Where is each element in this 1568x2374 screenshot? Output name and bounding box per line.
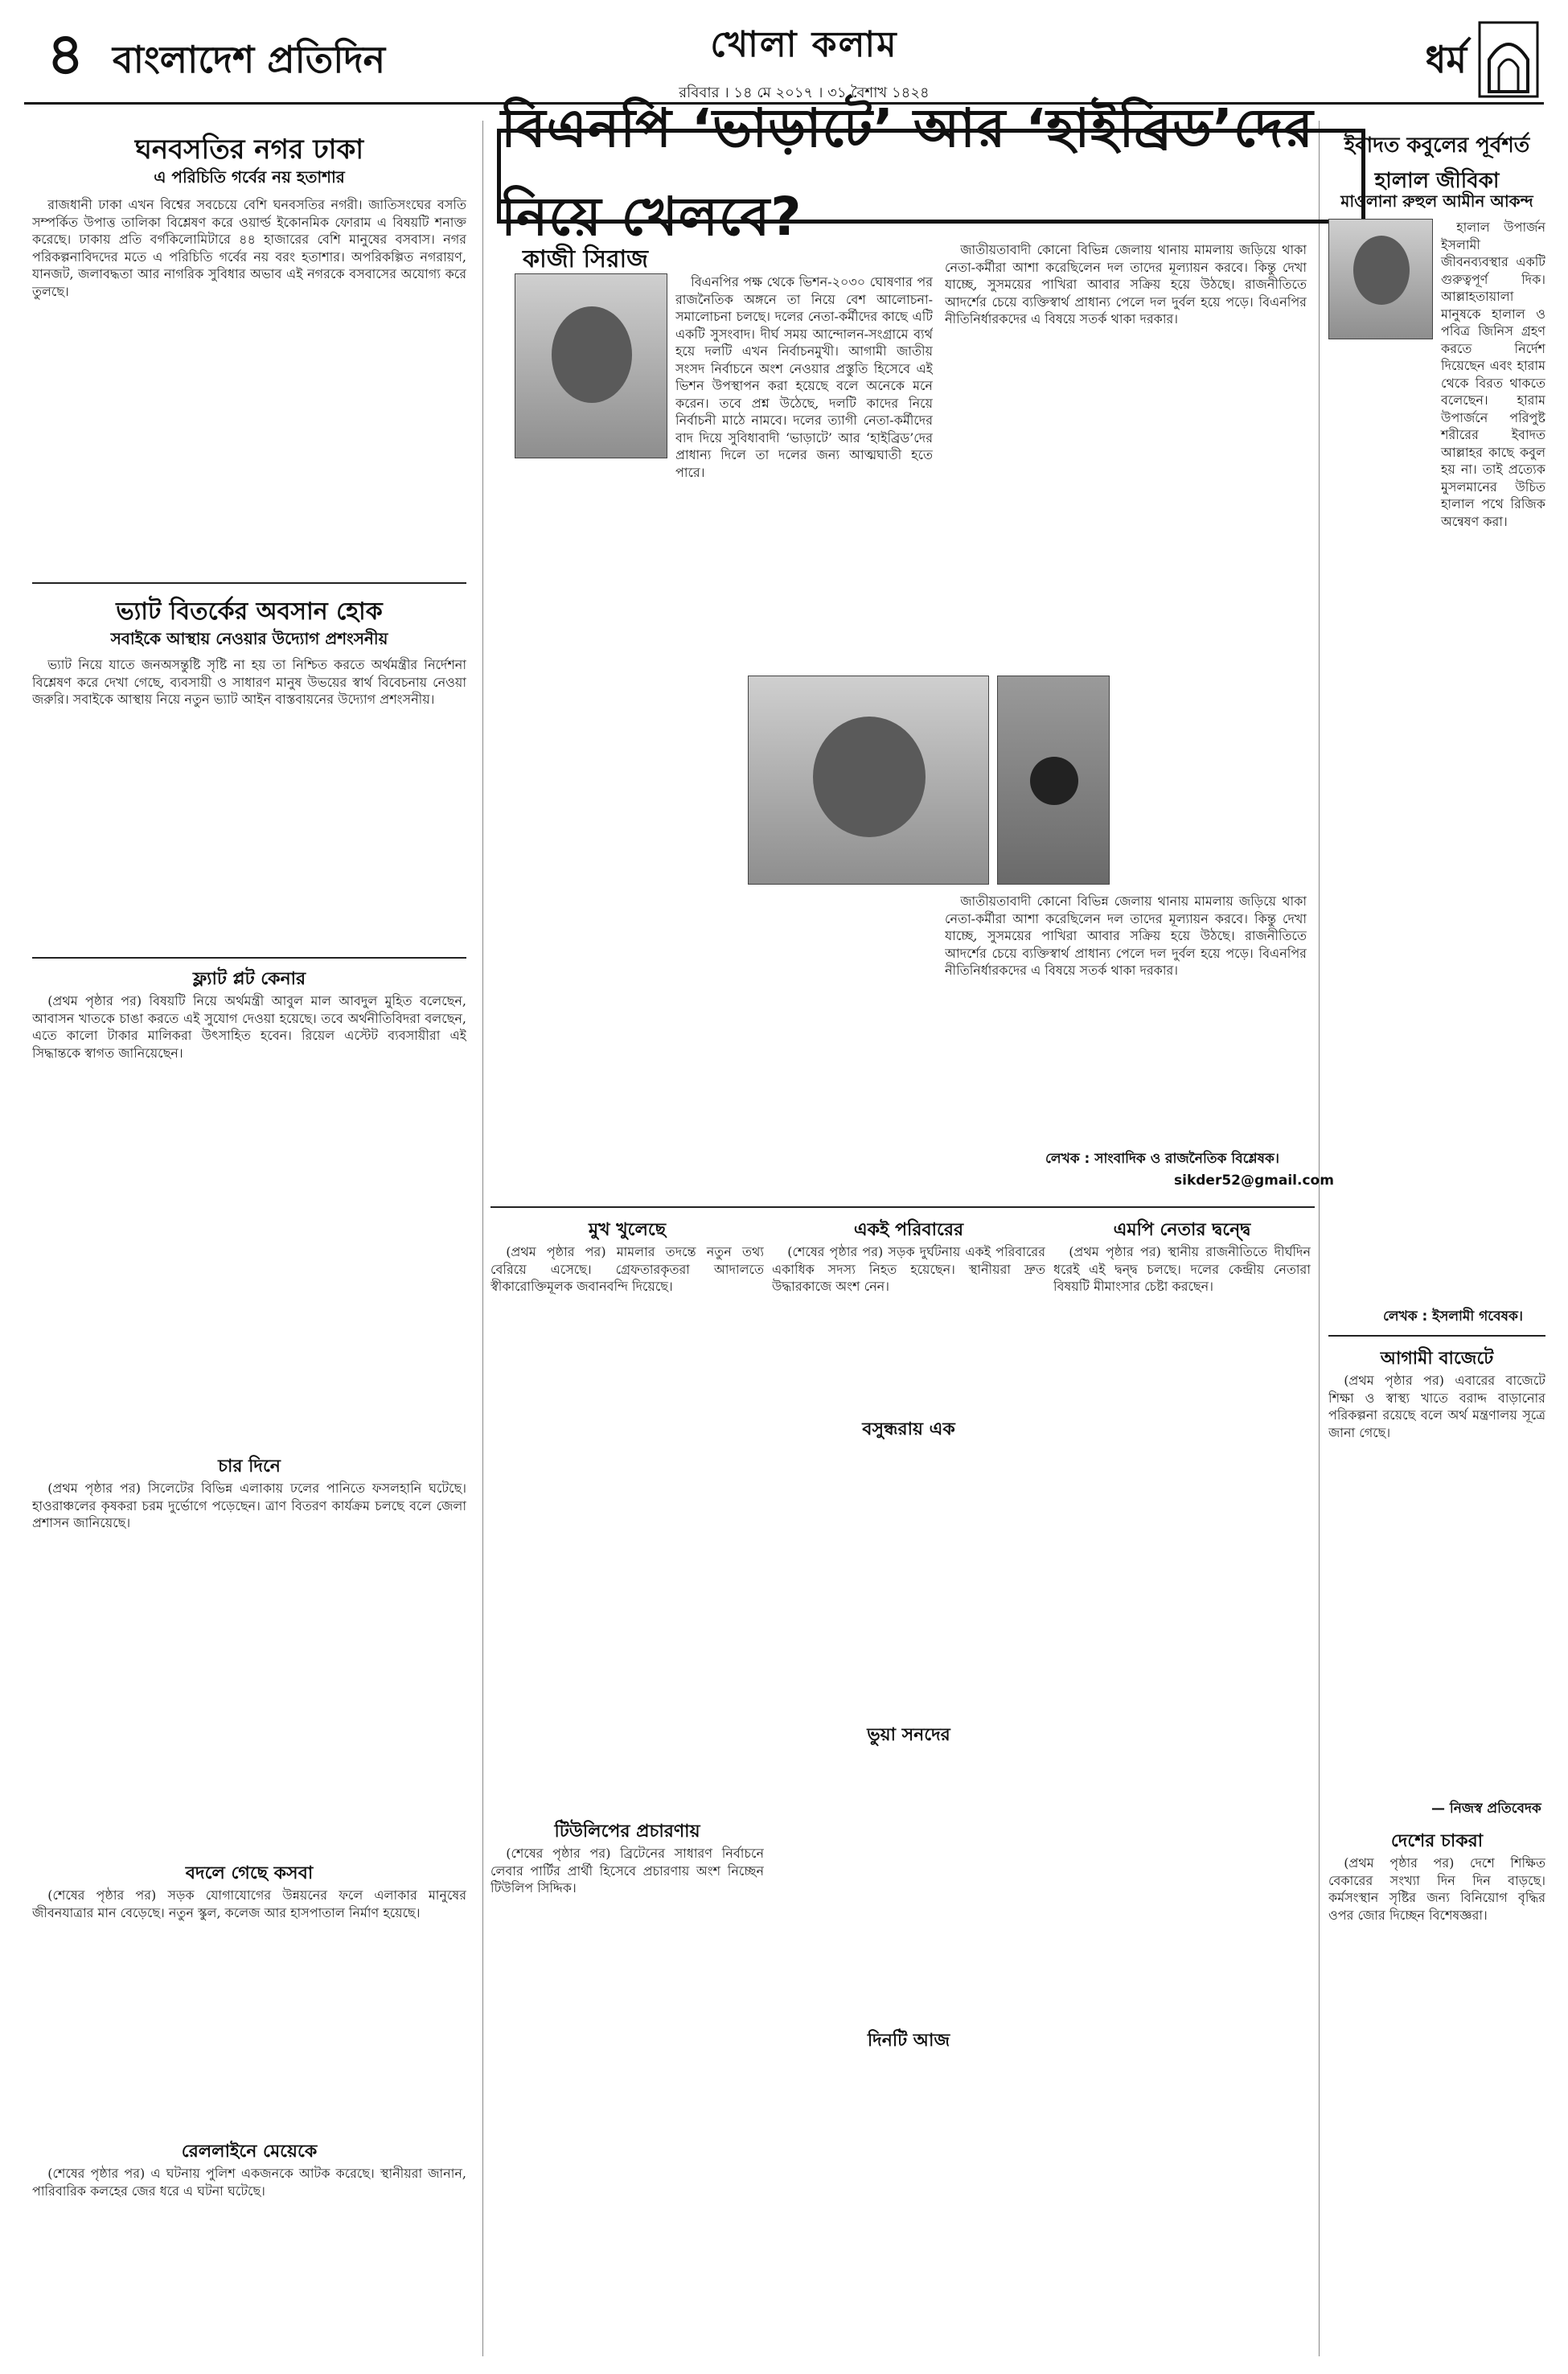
column-rule [1319, 121, 1320, 2356]
mp-conflict-paragraph: (প্রথম পৃষ্ঠার পর) স্থানীয় রাজনীতিতে দীর্ঘদিন ধরেই এই দ্বন্দ্ব চলছে। দলের কেন্দ্রীয় নেতারা বিষয়টি মীমাংসার চেষ্টা করছেন। [1053, 1244, 1311, 1294]
left-lead-body [32, 196, 466, 574]
religion-section-label: ধর্ম [1425, 38, 1467, 81]
flat-plot-title: ফ্ল্যাট প্লট কেনার [192, 969, 306, 989]
main-article-col-3 [945, 893, 1307, 1134]
same-family-paragraph: (শেষের পৃষ্ঠার পর) সড়ক দুর্ঘটনায় একই পরিবারের একাধিক সদস্য নিহত হয়েছেন। স্থানীয়রা দ্রুত উদ্ধারকাজে অংশ নেন। [772, 1244, 1045, 1294]
mukh-khulechhe-title: মুখ খুলেছে [588, 1220, 667, 1240]
tulip-body [491, 1845, 764, 2351]
four-days-body [32, 1480, 466, 1850]
paper-name: বাংলাদেশ প্রতিদিন [113, 38, 386, 81]
railway-body [32, 2165, 466, 2350]
section-divider [1328, 1335, 1545, 1337]
religion-article-body [1328, 219, 1545, 1296]
left-lead-title: ঘনবসতির নগর ঢাকা [134, 133, 364, 166]
leader-face [813, 717, 926, 837]
article-byline: কাজী সিরাজ [523, 245, 648, 273]
kasba-title: বদলে গেছে কসবা [185, 1863, 314, 1883]
religion-article-author: মাওলানা রুহুল আমীন আকন্দ [1340, 191, 1533, 211]
main-headline: বিএনপি ‘ভাড়াটে’ আর ‘হাইব্রিড’দের নিয়ে খেলবে? [501, 97, 1314, 248]
main-article-paragraph: বিএনপির পক্ষ থেকে ভিশন-২০৩০ ঘোষণার পর রাজনৈতিক অঙ্গনে তা নিয়ে বেশ আলোচনা-সমালোচনা চলছে। দলের নেতা-কর্মীদের কাছে এটি একটি সুসংবাদ। দীর্ঘ সময় আন্দোলন-সংগ্রামে ব্যর্থ হয়ে দলটি এখন নির্বাচনমুখী। আগামী জাতীয় সংসদ নির্বাচনে অংশ নেওয়ার প্রস্তুতি হিসেবে এই ভিশন উপস্থাপন করা হয়েছে বলে অনেকে মনে করেন। তবে প্রশ্ন উঠেছে, দলটি কাদের নিয়ে নির্বাচনী মাঠে নামবে। দলের ত্যাগী নেতা-কর্মীদের বাদ দিয়ে সুবিধাবাদী ‘ভাড়াটে’ আর ‘হাইব্রিড’দের প্রাধান্য দিলে তা দলের জন্য আত্মঘাতী হতে পারে। [675, 274, 933, 480]
religion-article-title: ইবাদত কবুলের পূর্বশর্ত হালাল জীবিকা [1344, 133, 1530, 193]
religion-article-footer: লেখক : ইসলামী গবেষক। [1383, 1308, 1523, 1325]
mp-conflict-title: এমপি নেতার দ্বন্দ্বে [1113, 1220, 1251, 1240]
page-number: ৪ [47, 20, 84, 88]
section-divider [32, 582, 466, 584]
author-photo [515, 273, 667, 458]
budget-paragraph: (প্রথম পৃষ্ঠার পর) এবারের বাজেটে শিক্ষা ও স্বাস্থ্য খাতে বরাদ্দ বাড়ানোর পরিকল্পনা রয়েছে বলে অর্থ মন্ত্রণালয় সূত্রে জানা গেছে। [1328, 1373, 1545, 1440]
main-article-col-2 [945, 241, 1307, 659]
main-article-continued: জাতীয়তাবাদী কোনো বিভিন্ন জেলায় থানায় মামলায় জড়িয়ে থাকা নেতা-কর্মীরা আশা করেছিলেন দল তাদের মূল্যায়ন করবে। কিন্তু দেখা যাচ্ছে, সুসময়ের পাখিরা আবার সক্রিয় হয়ে উঠছে। রাজনীতিতে আদর্শের চেয়ে ব্যক্তিস্বার্থ প্রাধান্য পেলে দল দুর্বল হয়ে পড়ে। বিএনপির নীতিনির্ধারকদের এ বিষয়ে সতর্ক থাকা দরকার। [945, 893, 1307, 978]
jobs-body [1328, 1854, 1545, 2353]
section-divider [491, 1206, 1315, 1208]
kasba-paragraph: (শেষের পৃষ্ঠার পর) সড়ক যোগাযোগের উন্নয়নের ফলে এলাকার মানুষের জীবনযাত্রার মান বেড়েছে। নতুন স্কুল, কলেজ আর হাসপাতাল নির্মাণ হয়েছে। [32, 1887, 466, 1920]
four-days-paragraph: (প্রথম পৃষ্ঠার পর) সিলেটের বিভিন্ন এলাকায় ঢলের পানিতে ফসলহানি ঘটেছে। হাওরাঞ্চলের কৃষকরা চরম দুর্ভোগে পড়েছেন। ত্রাণ বিতরণ কার্যক্রম চলছে বলে জেলা প্রশাসন জানিয়েছে। [32, 1481, 466, 1530]
mukh-khulechhe-paragraph: (প্রথম পৃষ্ঠার পর) মামলার তদন্তে নতুন তথ্য বেরিয়ে এসেছে। গ্রেফতারকৃতরা আদালতে স্বীকারোক্তিমূলক জবানবন্দি দিয়েছে। [491, 1244, 764, 1294]
bashundhara-title: বসুন্ধরায় এক [862, 1419, 955, 1440]
fake-certificate-title: ভুয়া সনদের [867, 1725, 950, 1745]
four-days-title: চার দিনে [218, 1456, 281, 1477]
religion-article-paragraph: হালাল উপার্জন ইসলামী জীবনব্যবস্থার একটি গুরুত্বপূর্ণ দিক। আল্লাহতায়ালা মানুষকে হালাল ও পবিত্র জিনিস গ্রহণ করতে নির্দেশ দিয়েছেন এবং হারাম থেকে বিরত থাকতে বলেছেন। হারাম উপার্জনে পরিপুষ্ট শরীরের ইবাদত আল্লাহর কাছে কবুল হয় না। তাই প্রত্যেক মুসলমানের উচিত হালাল পথে রিজিক অন্বেষণ করা। [1441, 220, 1545, 529]
jobs-title: দেশের চাকরা [1390, 1831, 1484, 1851]
budget-title: আগামী বাজেটে [1380, 1349, 1494, 1369]
left-lead-paragraph: রাজধানী ঢাকা এখন বিশ্বের সবচেয়ে বেশি ঘনবসতির নগরী। জাতিসংঘের বসতি সম্পর্কিত উপাত্ত তালিকা বিশ্লেষণ করে ওয়ার্ল্ড ইকোনমিক ফোরাম এ বিষয়টি শনাক্ত করেছে। ঢাকায় প্রতি বর্গকিলোমিটারে ৪৪ হাজারের বেশি মানুষের বসবাস। নগর পরিকল্পনাবিদদের মতে এ পরিচিতি গর্বের নয় বরং হতাশার। অপরিকল্পিত নগরায়ণ, যানজট, জলাবদ্ধতা আর নাগরিক সুবিধার অভাব এই নগরকে বসবাসের অযোগ্য করে তুলছে। [32, 197, 466, 299]
flat-plot-body [32, 992, 466, 1443]
kasba-body [32, 1887, 466, 2128]
tulip-paragraph: (শেষের পৃষ্ঠার পর) ব্রিটেনের সাধারণ নির্বাচনে লেবার পার্টির প্রার্থী হিসেবে প্রচারণায় অংশ নিচ্ছেন টিউলিপ সিদ্দিক। [491, 1846, 764, 1896]
column-rule [482, 121, 483, 2356]
same-family-title: একই পরিবারের [853, 1220, 964, 1240]
vat-editorial-subtitle: সবাইকে আস্থায় নেওয়ার উদ্যোগ প্রশংসনীয় [110, 629, 388, 648]
mosque-icon [1478, 21, 1539, 98]
issue-date: রবিবার । ১৪ মে ২০১৭ । ৩১ বৈশাখ ১৪২৪ [679, 84, 930, 101]
tulip-title: টিউলিপের প্রচারণায় [554, 1822, 700, 1842]
main-article-paragraph-2: জাতীয়তাবাদী কোনো বিভিন্ন জেলায় থানায় মামলায় জড়িয়ে থাকা নেতা-কর্মীরা আশা করেছিলেন দল তাদের মূল্যায়ন করবে। কিন্তু দেখা যাচ্ছে, সুসময়ের পাখিরা আবার সক্রিয় হয়ে উঠছে। রাজনীতিতে আদর্শের চেয়ে ব্যক্তিস্বার্থ প্রাধান্য পেলে দল দুর্বল হয়ে পড়ে। বিএনপির নীতিনির্ধারকদের এ বিষয়ে সতর্ক থাকা দরকার। [945, 242, 1307, 327]
jobs-paragraph: (প্রথম পৃষ্ঠার পর) দেশে শিক্ষিত বেকারের সংখ্যা দিন দিন বাড়ছে। কর্মসংস্থান সৃষ্টির জন্য বিনিয়োগ বৃদ্ধির ওপর জোর দিচ্ছেন বিশেষজ্ঞরা। [1328, 1855, 1545, 1923]
mukh-khulechhe-body [491, 1243, 764, 1806]
flat-plot-paragraph: (প্রথম পৃষ্ঠার পর) বিষয়টি নিয়ে অর্থমন্ত্রী আবুল মাল আবদুল মুহিত বলেছেন, আবাসন খাতকে চাঙা করতে এই সুযোগ দেওয়া হয়েছে। তবে অর্থনীতিবিদরা বলছেন, এতে কালো টাকার মালিকরা উৎসাহিত হবেন। রিয়েল এস্টেট ব্যবসায়ীরা এই সিদ্ধান্তকে স্বাগত জানিয়েছেন। [32, 993, 466, 1061]
party-flag-photo [997, 676, 1110, 885]
left-lead-subtitle: এ পরিচিতি গর্বের নয় হতাশার [154, 167, 345, 187]
railway-paragraph: (শেষের পৃষ্ঠার পর) এ ঘটনায় পুলিশ একজনকে আটক করেছে। স্থানীয়রা জানান, পারিবারিক কলহের জের ধরে এ ঘটনা ঘটেছে। [32, 2166, 466, 2199]
budget-body [1328, 1372, 1545, 1790]
mp-conflict-body [1053, 1243, 1311, 2353]
vat-editorial-title: ভ্যাট বিতর্কের অবসান হোক [116, 598, 383, 626]
author-email: sikder52@gmail.com [1174, 1173, 1334, 1189]
railway-title: রেললাইনে মেয়েকে [181, 2142, 318, 2162]
same-family-body [772, 1243, 1045, 1404]
vat-editorial-paragraph: ভ্যাট নিয়ে যাতে জনঅসন্তুষ্টি সৃষ্টি না হয় তা নিশ্চিত করতে অর্থমন্ত্রীর নির্দেশনা বিশ্লেষণ করে দেখা গেছে, ব্যবসায়ী ও সাধারণ মানুষ উভয়ের স্বার্থ বিবেচনায় নেওয়া জরুরি। সবাইকে আস্থায় নিয়ে নতুন ভ্যাট আইন বাস্তবায়নের উদ্যোগ প্রশংসনীয়। [32, 657, 466, 707]
section-divider [32, 957, 466, 959]
author-face [552, 306, 632, 403]
vat-editorial-body [32, 656, 466, 946]
flag-emblem [1030, 757, 1078, 805]
main-headline-box [497, 97, 1365, 248]
today-title: দিনটি আজ [867, 2031, 950, 2051]
budget-footer: — নিজস্ব প্রতিবেদক [1431, 1801, 1541, 1817]
leader-photo [748, 676, 989, 885]
section-title: খোলা কলাম [710, 24, 898, 65]
author-footer: লেখক : সাংবাদিক ও রাজনৈতিক বিশ্লেষক। [1045, 1151, 1279, 1167]
